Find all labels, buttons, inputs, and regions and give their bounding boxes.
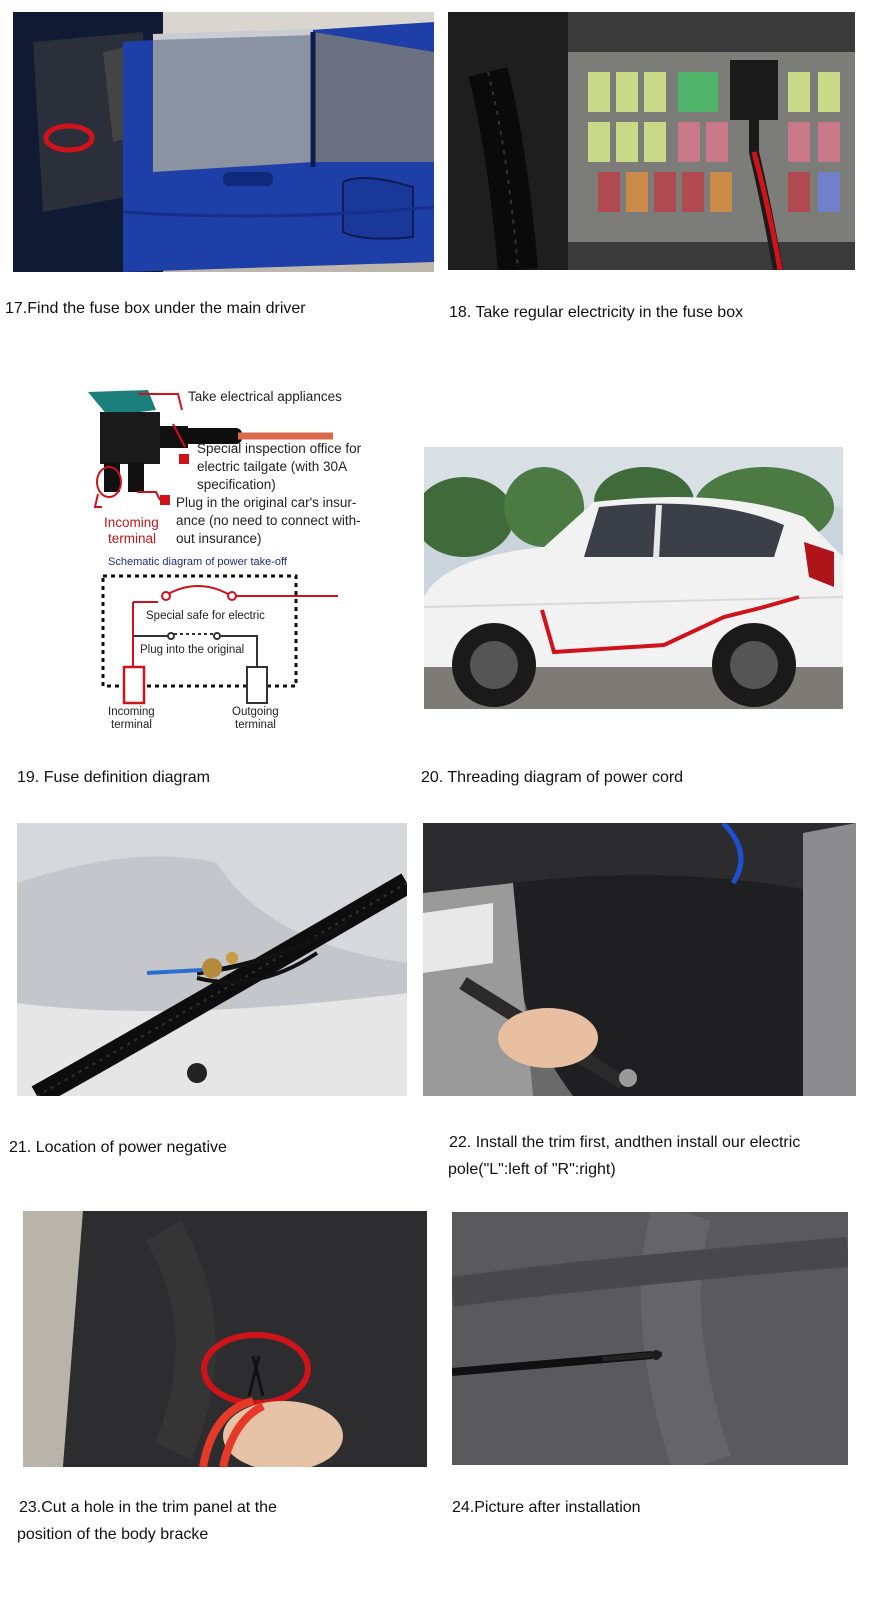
caption-step-17: 17.Find the fuse box under the main driver bbox=[5, 300, 306, 317]
schematic-title: Schematic diagram of power take-off bbox=[108, 556, 287, 568]
fuse-definition-diagram bbox=[78, 382, 388, 734]
caption-step-21: 21. Location of power negative bbox=[9, 1139, 227, 1156]
caption-step-23-line2: position of the body bracke bbox=[17, 1526, 209, 1543]
label-incoming-2: terminal bbox=[111, 719, 152, 731]
label-inspection-3: specification) bbox=[197, 477, 276, 492]
caption-step-18: 18. Take regular electricity in the fuse box bbox=[449, 304, 744, 321]
label-plug-2: ance (no need to connect with- bbox=[176, 513, 361, 528]
photo-fuse-box bbox=[448, 12, 855, 270]
photo-after-installation bbox=[452, 1212, 848, 1465]
photo-threading-power-cord bbox=[424, 447, 843, 709]
caption-step-20: 20. Threading diagram of power cord bbox=[421, 769, 684, 786]
label-incoming-red-2: terminal bbox=[108, 531, 157, 546]
photo-power-negative bbox=[17, 823, 407, 1096]
photo-cut-hole bbox=[23, 1211, 427, 1467]
label-outgoing-2: terminal bbox=[235, 719, 276, 731]
caption-step-22-line1: 22. Install the trim first, andthen install our electric bbox=[449, 1134, 801, 1151]
caption-step-22-line2: pole("L":left of "R":right) bbox=[448, 1161, 616, 1178]
caption-step-24: 24.Picture after installation bbox=[452, 1499, 641, 1516]
label-plug-3: out insurance) bbox=[176, 531, 262, 546]
label-incoming-1: Incoming bbox=[108, 706, 155, 718]
photo-fuse-box-location bbox=[13, 12, 434, 272]
label-take-appliances: Take electrical appliances bbox=[188, 389, 342, 404]
caption-step-19: 19. Fuse definition diagram bbox=[17, 769, 210, 786]
label-inspection-1: Special inspection office for bbox=[197, 441, 362, 456]
label-incoming-red-1: Incoming bbox=[104, 515, 159, 530]
caption-step-23-line1: 23.Cut a hole in the trim panel at the bbox=[19, 1499, 277, 1516]
label-outgoing-1: Outgoing bbox=[232, 706, 279, 718]
photo-trunk-install bbox=[423, 823, 856, 1096]
label-plug-1: Plug in the original car's insur- bbox=[176, 495, 357, 510]
label-inspection-2: electric tailgate (with 30A bbox=[197, 459, 348, 474]
label-plug-original: Plug into the original bbox=[140, 644, 245, 656]
label-special-safe: Special safe for electric bbox=[146, 610, 265, 622]
